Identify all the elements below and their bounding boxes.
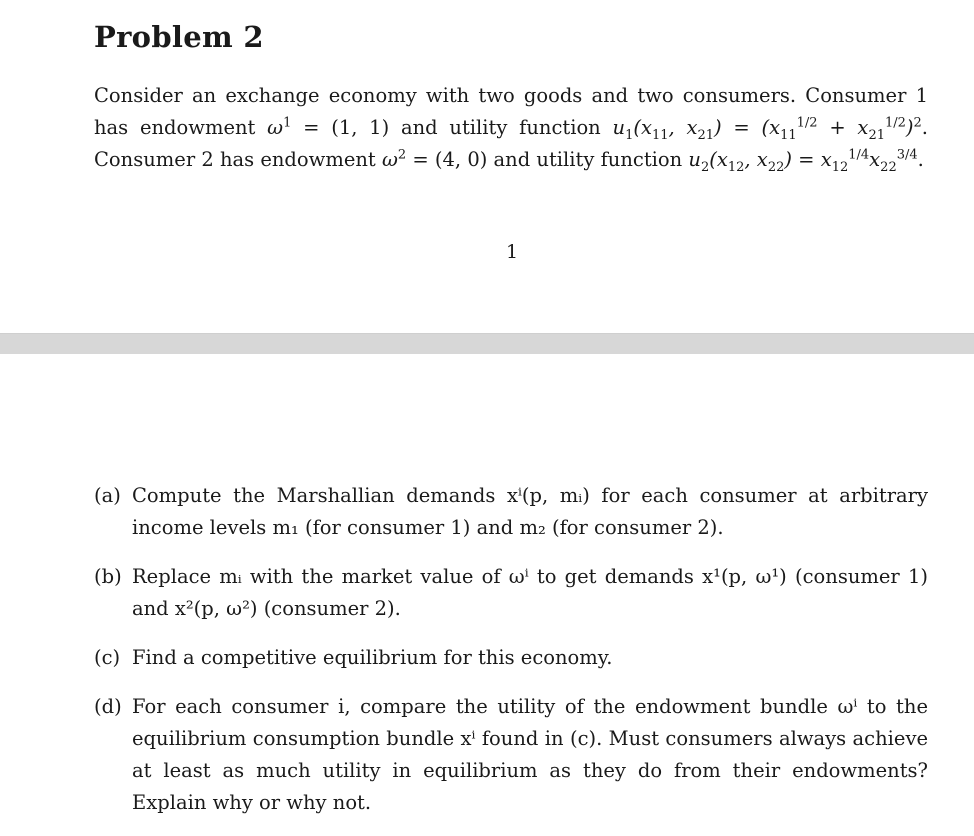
question-b	[94, 561, 928, 625]
u1-label: and utility function	[400, 116, 601, 139]
intro-text: Consider an exchange economy with two goods and two consumers. Consumer 1 has endowment	[94, 84, 928, 139]
question-text: For each consumer i, compare the utility of the endowment bundle ωⁱ to the equilibrium consumption bundle xⁱ found in (c). Must consumers always achieve at least as much utility in equilibrium as they do from their endowments? Explain why or why not.	[132, 695, 928, 814]
question-text: Replace mᵢ with the market value of ωⁱ to get demands x¹(p, ω¹) (consumer 1) and x²(p, ω²) (consumer 2).	[132, 565, 928, 620]
question-label: (b)	[94, 565, 122, 588]
page-divider	[0, 333, 974, 355]
question-c	[94, 642, 928, 674]
question-a	[94, 480, 928, 544]
consumer2-text: Consumer 2 has endowment	[94, 148, 376, 171]
utility-function-1: $u_1(x_{11}$, $x_{21}) = (x_{11}^{1/2} + x_{21}^{1/2})^2$	[612, 115, 922, 143]
omega1-symbol: $\omega^1$	[267, 115, 292, 139]
question-label: (d)	[94, 695, 122, 718]
question-text: Compute the Marshallian demands xⁱ(p, mᵢ) for each consumer at arbitrary income levels m₁ (for consumer 1) and m₂ (for consumer 2).	[132, 484, 928, 539]
question-label: (a)	[94, 484, 121, 507]
question-d	[94, 691, 928, 819]
omega2-symbol: $\omega^2$	[381, 147, 407, 171]
question-text: Find a competitive equilibrium for this economy.	[132, 646, 613, 669]
problem-title: Problem 2	[94, 20, 264, 54]
problem-statement: Consider an exchange economy with two goods and two consumers. Consumer 1 has endowment $\omega^1 = (1$, 1) and utility function $u_1(x_{11}$, $x_{21}) = (x_{11}^{1/2} + x_{21}^{1/2})^2$. Consumer 2 has endowment $\omega^2 = (4$, 0) and utility function $u_2(x_{12}$, $x_{22}) = x_{12}^{1/4}x_{22}^{3/4}$.	[94, 84, 928, 175]
page-top	[0, 0, 974, 333]
page-number: 1	[506, 241, 519, 263]
omega2-value: = (4, 0)	[412, 148, 488, 171]
omega1-value: = (1, 1)	[303, 116, 390, 139]
utility-function-2: $u_2(x_{12}$, $x_{22}) = x_{12}^{1/4}x_{22}^{3/4}$	[688, 147, 918, 175]
question-label: (c)	[94, 646, 121, 669]
u2-label: and utility function	[493, 148, 683, 171]
question-list	[94, 480, 928, 836]
